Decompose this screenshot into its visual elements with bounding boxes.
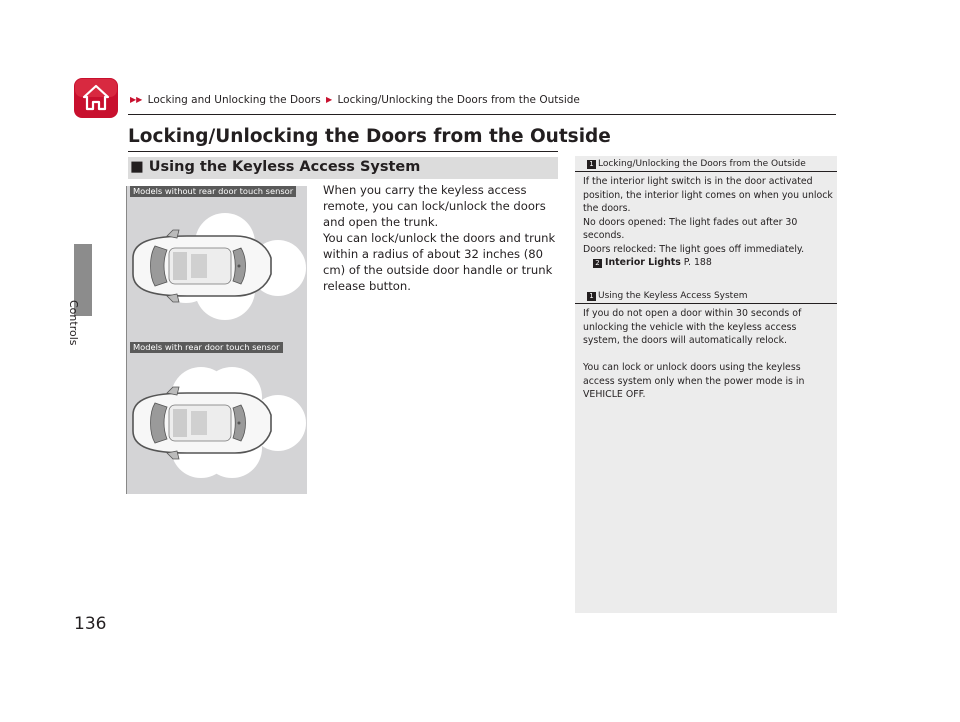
note-heading-text: Locking/Unlocking the Doors from the Outside (598, 159, 806, 169)
page-number: 136 (74, 614, 107, 634)
home-icon[interactable] (74, 78, 118, 118)
body-text (323, 182, 561, 294)
keyless-range-figure (127, 186, 307, 494)
breadcrumb-item[interactable]: Locking/Unlocking the Doors from the Outside (337, 94, 580, 106)
note-divider (575, 171, 837, 172)
body-paragraph: You can lock/unlock the doors and trunk within a radius of about 32 inches (80 cm) of the outside door handle or trunk release button. (323, 231, 556, 293)
header-divider (128, 114, 836, 115)
note-ref-icon: 1 (587, 292, 596, 301)
cross-reference[interactable] (583, 256, 833, 270)
breadcrumb-arrow-icon: ▶ (326, 95, 333, 104)
breadcrumb-arrow-icon: ▶▶ (130, 95, 143, 104)
figure-label-top: Models without rear door touch sensor (130, 186, 296, 197)
note-heading (587, 159, 806, 169)
note-body (583, 307, 833, 402)
note-text: You can lock or unlock doors using the keyless access system only when the power mode is in VEHICLE OFF. (583, 362, 805, 400)
car-range-illustration (127, 186, 307, 494)
cross-reference-title[interactable]: Interior Lights (605, 257, 681, 268)
figure-label-bottom: Models with rear door touch sensor (130, 342, 283, 353)
note-ref-icon: 1 (587, 160, 596, 169)
cross-reference-page[interactable]: P. 188 (683, 257, 712, 268)
subsection-marker: ■ (130, 159, 144, 175)
note-spacer (583, 348, 833, 362)
breadcrumb (128, 94, 580, 106)
note-heading-text: Using the Keyless Access System (598, 291, 748, 301)
title-divider (128, 151, 558, 152)
breadcrumb-item[interactable]: Locking and Unlocking the Doors (147, 94, 321, 106)
note-text: If the interior light switch is in the door activated position, the interior light comes on when you unlock the doors. (583, 176, 833, 214)
note-divider (575, 303, 837, 304)
note-text: Doors relocked: The light goes off immediately. (583, 243, 805, 255)
note-heading (587, 291, 748, 301)
note-text: No doors opened: The light fades out after 30 seconds. (583, 216, 798, 241)
note-text: If you do not open a door within 30 seconds of unlocking the vehicle with the keyless access system, the doors will automatically relock. (583, 308, 802, 346)
body-paragraph: When you carry the keyless access remote, you can lock/unlock the doors and open the trunk. (323, 183, 546, 229)
cross-reference-icon: 2 (593, 259, 602, 268)
note-body (583, 175, 833, 270)
section-title: Locking/Unlocking the Doors from the Outside (128, 126, 611, 147)
chapter-label: Controls (67, 300, 80, 346)
subsection-title-text: Using the Keyless Access System (148, 159, 421, 175)
subsection-title (130, 159, 420, 175)
